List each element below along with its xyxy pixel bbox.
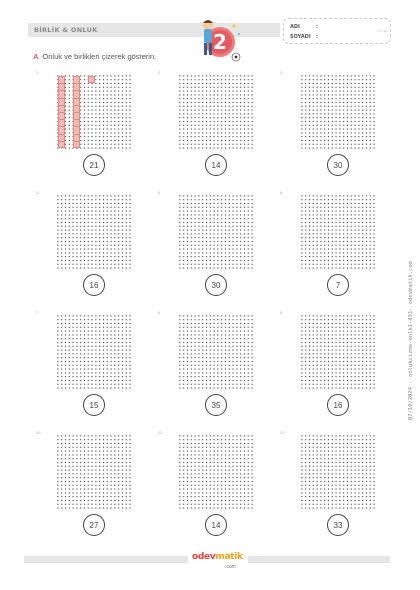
tens-rod-divider [58, 112, 65, 113]
problem-cell [158, 70, 274, 188]
problem-cell [280, 310, 396, 428]
problem-number: 12. [280, 430, 286, 435]
target-number-circle: 14 [205, 154, 227, 176]
tens-rod-divider [73, 112, 80, 113]
problem-number: 2. [158, 70, 162, 75]
problem-number: 6. [280, 190, 284, 195]
problem-cell [158, 430, 274, 548]
dot-grid[interactable] [56, 314, 132, 390]
instruction-letter: A [33, 52, 39, 61]
worksheet-title: BİRLİK & ONLUK [34, 26, 98, 34]
tens-rod-divider [73, 126, 80, 127]
target-number-circle: 33 [327, 514, 349, 536]
dot-grid[interactable] [178, 194, 254, 270]
tens-rod-divider [58, 98, 65, 99]
surname-colon: : [316, 34, 318, 40]
problem-cell [36, 430, 152, 548]
dot-grid[interactable] [300, 314, 376, 390]
problem-cell [280, 70, 396, 188]
odevmatik-logo [188, 550, 248, 574]
tens-rod-divider [73, 90, 80, 91]
problem-number: 10. [36, 430, 42, 435]
problem-cell [158, 310, 274, 428]
tens-rod-divider [58, 90, 65, 91]
name-line [290, 24, 318, 30]
tens-rod-divider [73, 98, 80, 99]
mascot-grade-badge-icon [190, 14, 248, 64]
problem-number: 3. [280, 70, 284, 75]
target-number-circle: 15 [83, 394, 105, 416]
surname-line [290, 34, 318, 40]
instruction-text: Onluk ve birlikleri çizerek gösterin. [42, 52, 157, 61]
tens-rod-divider [58, 141, 65, 142]
tens-rod-divider [58, 105, 65, 106]
side-watermark: 07/10/2024 - onlukcizme-onlk1-491- odevmatik.com [408, 261, 414, 420]
tens-rod-divider [73, 105, 80, 106]
dot-grid[interactable] [56, 74, 132, 150]
target-number-circle: 14 [205, 514, 227, 536]
dot-grid[interactable] [178, 434, 254, 510]
problem-cell [36, 70, 152, 188]
surname-label: SOYADI [290, 34, 311, 40]
problem-cell [158, 190, 274, 308]
target-number-circle: 35 [205, 394, 227, 416]
target-number-circle: 30 [205, 274, 227, 296]
target-number-circle: 7 [327, 274, 349, 296]
target-number-circle: 21 [83, 154, 105, 176]
name-label: ADI [290, 24, 300, 30]
instruction [33, 52, 156, 61]
problem-cell [280, 430, 396, 548]
problem-cell [280, 190, 396, 308]
tens-rod-divider [58, 134, 65, 135]
problem-number: 11. [158, 430, 164, 435]
dot-grid[interactable] [178, 74, 254, 150]
target-number-circle: 27 [83, 514, 105, 536]
target-number-circle: 16 [327, 394, 349, 416]
ones-cube [88, 76, 95, 83]
name-colon: : [316, 24, 318, 30]
tens-rod-divider [73, 83, 80, 84]
logo-brand [192, 552, 243, 562]
problem-number: 8. [158, 310, 162, 315]
problem-cell [36, 190, 152, 308]
sheet-code: 2-1-16 [376, 29, 387, 33]
tens-rod-divider [58, 83, 65, 84]
tens-rod-divider [73, 119, 80, 120]
problem-number: 9. [280, 310, 284, 315]
target-number-circle: 16 [83, 274, 105, 296]
tens-rod-divider [73, 141, 80, 142]
problem-number: 5. [158, 190, 162, 195]
logo-brand-part-a: odev [192, 552, 216, 562]
logo-brand-part-b: matik [215, 552, 243, 562]
tens-rod-divider [58, 119, 65, 120]
dot-grid[interactable] [178, 314, 254, 390]
tens-rod-divider [58, 126, 65, 127]
target-number-circle: 30 [327, 154, 349, 176]
dot-grid[interactable] [56, 194, 132, 270]
dot-grid[interactable] [300, 434, 376, 510]
problem-cell [36, 310, 152, 428]
problem-number: 1. [36, 70, 40, 75]
dot-grid[interactable] [56, 434, 132, 510]
logo-domain: .com [225, 564, 236, 570]
dot-grid[interactable] [300, 194, 376, 270]
svg-text:2: 2 [213, 30, 227, 54]
student-info-box[interactable] [283, 18, 391, 44]
tens-rod-divider [73, 134, 80, 135]
problem-number: 4. [36, 190, 40, 195]
dot-grid[interactable] [300, 74, 376, 150]
problem-number: 7. [36, 310, 40, 315]
